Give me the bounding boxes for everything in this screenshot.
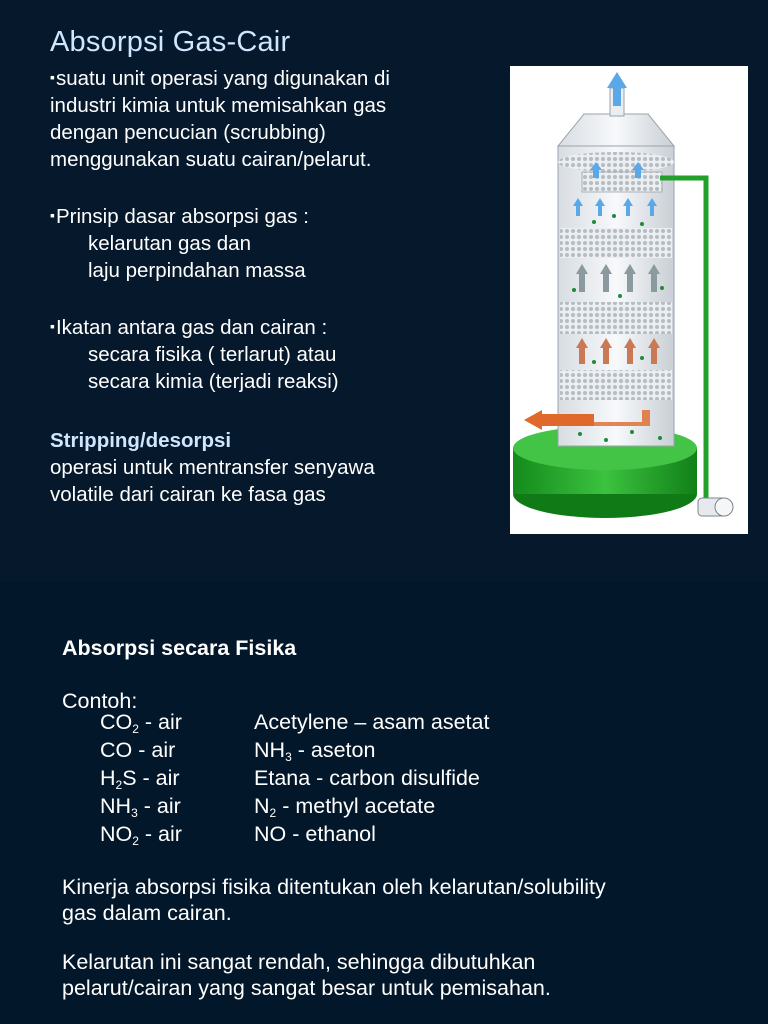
solubility-line2: pelarut/cairan yang sangat besar untuk pemisahan.: [62, 976, 551, 1000]
bullet-bond: [50, 313, 339, 395]
bullet-bond-sub1: secara fisika ( terlarut) atau: [88, 343, 337, 366]
slide-title: Absorpsi Gas-Cair: [50, 26, 291, 58]
pump: [698, 498, 733, 516]
contoh-label: Contoh:: [62, 689, 138, 713]
bullet-definition-line2: industri kimia untuk memisahkan gas: [50, 94, 387, 117]
stripping-line2: volatile dari cairan ke fasa gas: [50, 483, 326, 506]
bullet-definition-line3: dengan pencucian (scrubbing): [50, 121, 326, 144]
physical-absorption-heading: Absorpsi secara Fisika: [62, 636, 297, 660]
stripping-title: Stripping/desorpsi: [50, 429, 232, 452]
example-right-3: Etana - carbon disulfide: [254, 766, 480, 790]
example-right-4: $N_2$ - methyl acetate: [254, 794, 436, 820]
example-left-3: $H_2S$ - air: [100, 766, 180, 792]
bullet-definition-line4: menggunakan suatu cairan/pelarut.: [50, 148, 372, 171]
bullet-definition-line1: ▪ suatu unit operasi yang digunakan di: [50, 64, 390, 92]
stripping-section: [50, 427, 375, 508]
solubility-paragraph: [62, 949, 551, 1001]
performance-line1: Kinerja absorpsi fisika ditentukan oleh kelarutan/solubility: [62, 875, 606, 899]
bullet-bond-sub2: secara kimia (terjadi reaksi): [88, 370, 339, 393]
bullet-principle-head: ▪ Prinsip dasar absorpsi gas :: [50, 202, 309, 230]
example-right-1: Acetylene – asam asetat: [254, 710, 490, 734]
example-right-2: $NH_3$ - aseton: [254, 738, 376, 764]
bullet-definition: [50, 64, 390, 173]
bullet-principle-sub2: laju perpindahan massa: [88, 259, 306, 282]
absorption-column-diagram: [510, 66, 748, 534]
example-left-5: $NO_2$ - air: [100, 822, 182, 848]
example-left-1: $CO_2$ - air: [100, 710, 182, 736]
column-illustration: [510, 66, 748, 534]
bullet-principle-sub1: kelarutan gas dan: [88, 232, 251, 255]
example-right-5: NO - ethanol: [254, 822, 376, 846]
solubility-line1: Kelarutan ini sangat rendah, sehingga dibutuhkan: [62, 950, 536, 974]
example-left-2: CO - air: [100, 738, 176, 762]
stripping-line1: operasi untuk mentransfer senyawa: [50, 456, 375, 479]
example-left-4: $NH_3$ - air: [100, 794, 181, 820]
performance-paragraph: [62, 874, 606, 926]
performance-line2: gas dalam cairan.: [62, 901, 232, 925]
bullet-bond-head: ▪ Ikatan antara gas dan cairan :: [50, 313, 339, 341]
bullet-principle: [50, 202, 309, 284]
